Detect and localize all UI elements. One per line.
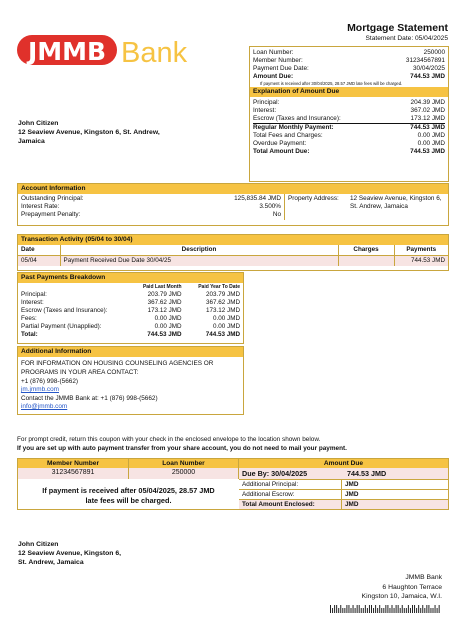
explanation-row xyxy=(253,99,445,107)
coupon-auto-payment-note: If you are set up with auto payment transfer from your share account, you do not need to mail your payment. xyxy=(17,444,347,452)
barcode-bar xyxy=(394,608,395,613)
account-info-value: 125,835.84 JMD xyxy=(234,195,281,203)
account-info-label: Prepayment Penalty: xyxy=(21,211,81,219)
past-label: Partial Payment (Unapplied): xyxy=(21,322,102,330)
table-row xyxy=(18,299,243,307)
coupon-member-number: 31234567891 xyxy=(18,468,129,479)
barcode-bar xyxy=(422,605,423,613)
explanation-row xyxy=(253,124,445,132)
coupon-instruction: For prompt credit, return this coupon with your check in the enclosed envelope to the location shown below. xyxy=(17,436,321,443)
barcode-bar xyxy=(433,608,434,613)
account-info-row xyxy=(21,195,281,203)
amount-due-value: 744.53 JMD xyxy=(410,73,445,80)
barcode-bar xyxy=(334,605,335,613)
table-row xyxy=(18,307,243,315)
barcode-bar xyxy=(359,605,360,613)
coupon-col-member: Member Number xyxy=(18,459,129,468)
coupon-late-fee-warning: If payment is received after 05/04/2025, 28.57 JMD late fees will be charged. xyxy=(42,486,215,505)
barcode-bar xyxy=(355,608,356,613)
barcode-bar xyxy=(369,605,370,613)
logo-jmmb-text: JMMB xyxy=(27,37,107,66)
table-row xyxy=(18,256,448,266)
past-ytd: 0.00 JMD xyxy=(213,322,240,330)
transaction-table xyxy=(18,245,448,266)
barcode-bar xyxy=(383,608,384,613)
counseling-phone: +1 (876) 998-(5662) xyxy=(21,377,79,385)
recipient-line2: Jamaica xyxy=(18,137,45,145)
past-ytd: 203.79 JMD xyxy=(206,291,240,299)
barcode-bar xyxy=(424,608,425,613)
explanation-row xyxy=(253,107,445,115)
coupon-extra-value[interactable]: JMD xyxy=(345,481,359,488)
barcode-bar xyxy=(435,605,436,613)
payment-coupon xyxy=(17,458,449,510)
loan-info-label: Loan Number: xyxy=(253,49,294,56)
past-last-month: 0.00 JMD xyxy=(154,315,182,323)
txn-charges xyxy=(338,256,394,266)
barcode-bar xyxy=(353,605,354,613)
barcode-bar xyxy=(418,605,419,613)
barcode-bar xyxy=(367,608,368,613)
barcode-bar xyxy=(330,605,331,613)
coupon-extra-label: Additional Principal: xyxy=(239,480,342,489)
barcode-bar xyxy=(342,608,343,613)
account-info-box xyxy=(17,183,449,226)
barcode-bar xyxy=(361,608,362,613)
past-ytd: 367.62 JMD xyxy=(206,299,240,307)
barcode-bar xyxy=(408,605,409,613)
explanation-label: Regular Monthly Payment: xyxy=(253,124,334,132)
explanation-label: Escrow (Taxes and Insurance): xyxy=(253,115,341,123)
coupon-col-loan: Loan Number xyxy=(129,459,239,468)
coupon-extra-row xyxy=(239,489,448,499)
barcode-bar xyxy=(387,605,388,613)
past-last-month: 367.62 JMD xyxy=(147,299,182,307)
barcode-bar xyxy=(410,608,411,613)
bank-mailing-address xyxy=(362,573,442,602)
explanation-value: 744.53 JMD xyxy=(410,148,445,156)
past-label: Principal: xyxy=(21,291,47,299)
coupon-extra-row xyxy=(239,499,448,509)
barcode-bar xyxy=(332,608,333,613)
sender-line2: St. Andrew, Jamaica xyxy=(18,558,84,566)
barcode-bar xyxy=(351,608,352,613)
explanation-label: Interest: xyxy=(253,107,277,115)
coupon-due-date: Due By: 30/04/2025 xyxy=(242,469,308,478)
coupon-col-amount: Amount Due xyxy=(323,460,364,467)
table-row xyxy=(18,331,243,339)
table-row xyxy=(18,315,243,323)
explanation-label: Total Fees and Charges: xyxy=(253,132,323,140)
explanation-header: Explanation of Amount Due xyxy=(250,87,448,97)
past-ytd: 744.53 JMD xyxy=(205,330,240,338)
account-info-value: 3.500% xyxy=(259,203,281,211)
barcode-bar xyxy=(412,605,413,613)
table-row xyxy=(18,291,243,299)
explanation-value: 367.02 JMD xyxy=(410,107,445,115)
website-link[interactable]: jm.jmmb.com xyxy=(21,386,59,394)
barcode-bar xyxy=(414,605,415,613)
barcode-bar xyxy=(381,608,382,613)
explanation-value: 204.39 JMD xyxy=(410,99,445,107)
recipient-name: John Citizen xyxy=(18,120,59,127)
barcode-bar xyxy=(396,605,397,613)
loan-info-row xyxy=(253,65,445,73)
loan-info-value: 250000 xyxy=(423,49,445,56)
account-info-row xyxy=(21,203,281,211)
account-info-label: Interest Rate: xyxy=(21,203,60,211)
barcode-bar xyxy=(346,605,347,613)
barcode-bar xyxy=(371,605,372,613)
coupon-extra-value[interactable]: JMD xyxy=(345,491,359,498)
bank-line1: 6 Haughton Terrace xyxy=(382,583,442,591)
past-label: Escrow (Taxes and Insurance): xyxy=(21,307,108,315)
explanation-value: 0.00 JMD xyxy=(417,140,445,148)
bank-line2: Kingston 10, Jamaica, W.I. xyxy=(361,593,442,601)
account-info-value: No xyxy=(272,211,281,219)
explanation-value: 744.53 JMD xyxy=(410,124,445,132)
transaction-activity-header: Transaction Activity (05/04 to 30/04) xyxy=(18,235,448,245)
barcode-bar xyxy=(365,605,366,613)
account-info-label: Outstanding Principal: xyxy=(21,195,84,203)
past-last-month: 173.12 JMD xyxy=(147,307,182,315)
property-address-label: Property Address: xyxy=(288,195,339,203)
past-payments-box xyxy=(17,272,244,344)
coupon-extra-row xyxy=(239,479,448,489)
past-last-month: 0.00 JMD xyxy=(154,322,182,330)
bank-contact: Contact the JMMB Bank at: +1 (876) 998-(5662) xyxy=(21,394,158,402)
past-last-month: 744.53 JMD xyxy=(147,330,182,338)
barcode-bar xyxy=(398,605,399,613)
col-paid-ytd: Paid Year To Date xyxy=(198,284,240,291)
past-last-month: 203.79 JMD xyxy=(147,291,182,299)
past-label: Total: xyxy=(21,330,38,338)
barcode-bar xyxy=(426,605,427,613)
col-payments: Payments xyxy=(406,246,437,254)
explanation-value: 173.12 JMD xyxy=(410,115,445,123)
col-description: Description xyxy=(60,245,338,255)
coupon-loan-number: 250000 xyxy=(129,468,239,479)
barcode-bar xyxy=(373,608,374,613)
past-payments-table xyxy=(18,283,243,338)
explanation-value: 0.00 JMD xyxy=(417,132,445,140)
barcode-bar xyxy=(385,605,386,613)
loan-info-box xyxy=(249,46,449,182)
coupon-extra-label: Total Amount Enclosed: xyxy=(239,500,342,509)
explanation-label: Overdue Payment: xyxy=(253,140,307,148)
account-info-row xyxy=(21,211,281,219)
statement-date: Statement Date: 05/04/2025 xyxy=(365,35,448,43)
barcode-bar xyxy=(406,608,407,613)
col-charges: Charges xyxy=(338,245,394,255)
loan-info-label: Member Number: xyxy=(253,57,303,64)
barcode-bar xyxy=(439,605,440,613)
past-label: Fees: xyxy=(21,315,37,323)
barcode-bar xyxy=(379,605,380,613)
txn-description: Payment Received Due Date 30/04/25 xyxy=(60,256,338,266)
additional-info-header: Additional Information xyxy=(18,347,243,357)
barcode-bar xyxy=(363,608,364,613)
recipient-address xyxy=(18,120,160,146)
barcode-bar xyxy=(416,608,417,613)
barcode-bar xyxy=(437,608,438,613)
logo-bank-text: Bank xyxy=(121,37,188,69)
barcode-bar xyxy=(377,608,378,613)
statement-title: Mortgage Statement xyxy=(347,22,448,34)
loan-info-row xyxy=(253,57,445,65)
barcode-bar xyxy=(392,605,393,613)
table-row xyxy=(18,323,243,331)
explanation-label: Principal: xyxy=(253,99,280,107)
amount-due-label: Amount Due: xyxy=(253,73,294,80)
property-address-value: 12 Seaview Avenue, Kingston 6, St. Andrew, Jamaica xyxy=(350,195,442,211)
sender-name: John Citizen xyxy=(18,541,59,548)
barcode-bar xyxy=(348,605,349,613)
coupon-due-amount: 744.53 JMD xyxy=(347,469,387,478)
recipient-line1: 12 Seaview Avenue, Kingston 6, St. Andrew, xyxy=(18,128,160,136)
bank-name: JMMB Bank xyxy=(405,574,442,581)
barcode-bar xyxy=(420,608,421,613)
barcode-bar xyxy=(357,605,358,613)
additional-info-box xyxy=(17,346,244,415)
explanation-row xyxy=(253,132,445,140)
counseling-info: FOR INFORMATION ON HOUSING COUNSELING AGENCIES OR PROGRAMS IN YOUR AREA CONTACT: xyxy=(21,360,214,376)
amount-due-row xyxy=(250,73,448,81)
barcode-bar xyxy=(336,605,337,613)
email-link[interactable]: info@jmmb.com xyxy=(21,403,68,411)
past-ytd: 173.12 JMD xyxy=(206,307,240,315)
loan-info-value: 31234567891 xyxy=(405,57,445,64)
barcode-bar xyxy=(404,608,405,613)
txn-payments: 744.53 JMD xyxy=(411,257,445,265)
jmmb-logo-mark xyxy=(17,33,202,69)
past-payments-header: Past Payments Breakdown xyxy=(18,273,243,283)
barcode-bar xyxy=(402,605,403,613)
postal-barcode xyxy=(330,605,442,613)
col-date: Date xyxy=(18,245,60,255)
sender-address xyxy=(18,541,121,567)
barcode-bar xyxy=(400,608,401,613)
barcode-bar xyxy=(338,608,339,613)
barcode-icon xyxy=(330,605,442,613)
loan-info-row xyxy=(253,49,445,57)
bank-logo xyxy=(17,33,202,69)
explanation-label: Total Amount Due: xyxy=(253,148,310,156)
late-fee-note: If payment is received after 30/04/2025, 28.57 JMD late fees will be charged. xyxy=(260,81,403,86)
explanation-row xyxy=(253,140,445,148)
loan-info-value: 30/04/2025 xyxy=(413,65,445,72)
past-label: Interest: xyxy=(21,299,44,307)
coupon-extra-value[interactable]: JMD xyxy=(345,501,359,508)
loan-info-label: Payment Due Date: xyxy=(253,65,309,72)
txn-date: 05/04 xyxy=(18,256,60,266)
barcode-bar xyxy=(430,608,431,613)
sender-line1: 12 Seaview Avenue, Kingston 6, xyxy=(18,549,121,557)
barcode-bar xyxy=(344,608,345,613)
transaction-activity-box xyxy=(17,234,449,271)
barcode-bar xyxy=(428,605,429,613)
past-ytd: 0.00 JMD xyxy=(213,315,240,323)
account-info-header: Account Information xyxy=(18,184,448,194)
col-paid-last-month: Paid Last Month xyxy=(142,284,182,291)
barcode-bar xyxy=(389,608,390,613)
barcode-bar xyxy=(375,605,376,613)
explanation-row xyxy=(253,148,445,156)
coupon-extra-label: Additional Escrow: xyxy=(239,490,342,499)
barcode-bar xyxy=(340,605,341,613)
explanation-row xyxy=(253,115,445,124)
